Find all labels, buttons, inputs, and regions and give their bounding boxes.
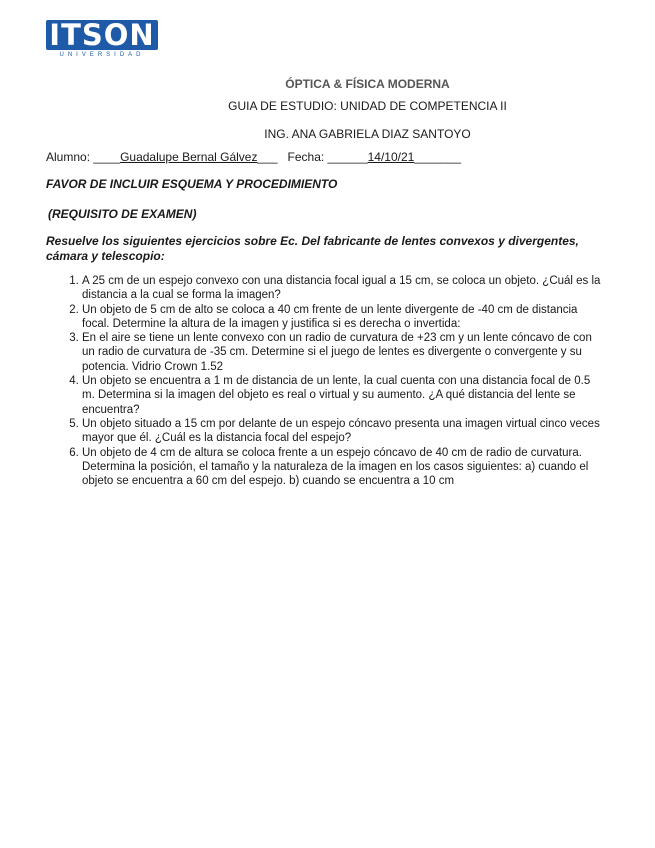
exercise-item: 1. A 25 cm de un espejo convexo con una distancia focal igual a 15 cm, se coloca un objeto. ¿Cuál es la distancia a la cual se forma la imagen? <box>82 274 606 303</box>
logo-subtext: UNIVERSIDAD <box>59 52 145 58</box>
date-label: Fecha: <box>287 150 325 164</box>
exercise-item: 5. Un objeto situado a 15 cm por delante de un espejo cóncavo presenta una imagen virtual cinco veces mayor que él. ¿Cuál es la distancia focal del espejo? <box>82 417 606 446</box>
exercise-list <box>46 274 606 488</box>
date-value: 14/10/21 <box>367 150 415 164</box>
instruction-exercises-intro: Resuelve los siguientes ejercicios sobre Ec. Del fabricante de lentes convexos y divergentes, cámara y telescopio: <box>46 234 579 263</box>
logo-text: ITSON <box>46 20 158 50</box>
teacher-name: ING. ANA GABRIELA DIAZ SANTOYO <box>264 127 471 141</box>
student-label: Alumno: <box>46 150 91 164</box>
instruction-scheme: FAVOR DE INCLUIR ESQUEMA Y PROCEDIMIENTO <box>46 177 338 191</box>
exercise-item: 6. Un objeto de 4 cm de altura se coloca frente a un espejo cóncavo de 40 cm de radio de curvatura. Determina la posición, el tamaño y la naturaleza de la imagen en los casos siguientes: a) cuando el objeto se encuentra a 60 cm del espejo. b) cuando se encuentra a 10 cm <box>82 446 606 489</box>
subject-title: ÓPTICA & FÍSICA MODERNA <box>285 77 450 91</box>
student-name: Guadalupe Bernal Gálvez <box>120 150 258 164</box>
guide-title: GUIA DE ESTUDIO: UNIDAD DE COMPETENCIA II <box>228 99 507 113</box>
exercise-item: 4. Un objeto se encuentra a 1 m de distancia de un lente, la cual cuenta con una distancia focal de 0.5 m. Determina si la imagen del objeto es real o virtual y su aumento. ¿A qué distancia del lente se encuentra? <box>82 374 606 417</box>
exercise-item: 2. Un objeto de 5 cm de alto se coloca a 40 cm frente de un lente divergente de -40 cm de distancia focal. Determine la altura de la imagen y justifica si es derecha o invertida: <box>82 303 606 332</box>
student-info-row: Alumno: ____Guadalupe Bernal Gálvez___ Fecha: ______14/10/21_______ <box>46 150 462 164</box>
itson-logo <box>46 20 158 60</box>
exercise-item: 3. En el aire se tiene un lente convexo con un radio de curvatura de +23 cm y un lente cóncavo de con un radio de curvatura de -35 cm. Determine si el juego de lentes es divergente o convergente y su potencia. Vidrio Crown 1.52 <box>82 331 606 374</box>
instruction-exam-requirement: (REQUISITO DE EXAMEN) <box>48 207 197 221</box>
